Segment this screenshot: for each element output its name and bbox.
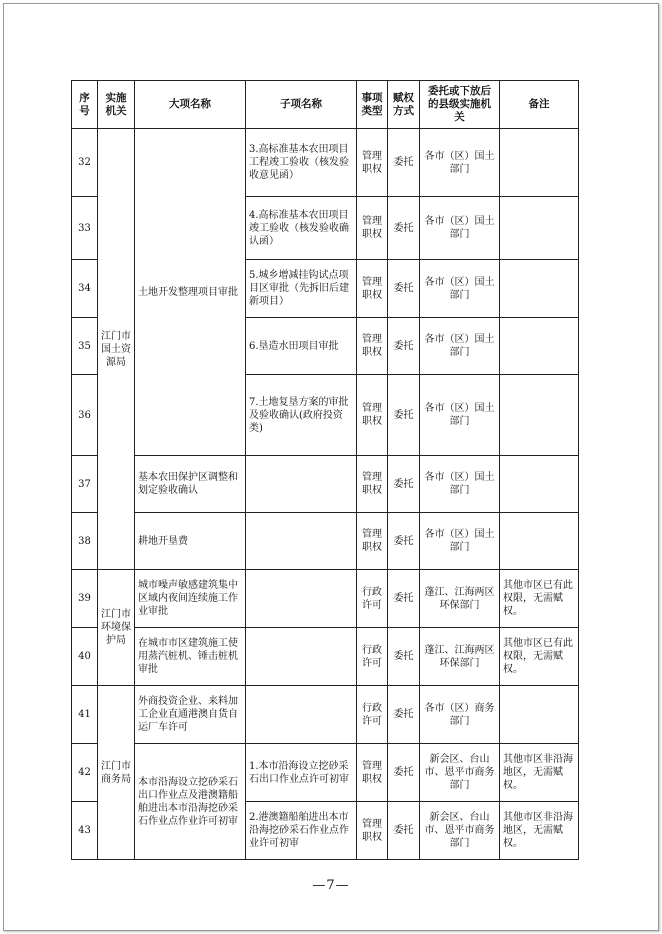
header-item-type: 事项类型 — [357, 81, 388, 129]
remark-cell — [500, 260, 579, 318]
major-item-seawater: 本市沿海设立挖砂采石出口作业点及港澳籍船舶进出本市沿海挖砂采石作业点作业许可初审 — [135, 744, 246, 860]
county-cell: 各市（区）国土部门 — [420, 456, 500, 513]
table-row — [72, 570, 579, 628]
header-remarks: 备注 — [500, 81, 579, 129]
table-row — [72, 129, 579, 197]
table-row — [72, 744, 579, 802]
county-cell: 蓬江、江海两区环保部门 — [420, 570, 500, 628]
sub-item-cell: 1.本市沿海设立挖砂采石出口作业点许可初审 — [246, 744, 357, 802]
table-row — [72, 513, 579, 570]
type-cell: 管理职权 — [357, 197, 388, 260]
header-seq: 序号 — [72, 81, 98, 129]
remark-cell — [500, 129, 579, 197]
major-item-cell: 城市噪声敏感建筑集中区域内夜间连续施工作业审批 — [135, 570, 246, 628]
county-cell: 蓬江、江海两区环保部门 — [420, 628, 500, 686]
type-cell: 行政许可 — [357, 686, 388, 744]
method-cell: 委托 — [388, 570, 420, 628]
remark-cell — [500, 686, 579, 744]
table-row — [72, 686, 579, 744]
type-cell: 管理职权 — [357, 744, 388, 802]
header-row — [72, 81, 579, 129]
table-row — [72, 628, 579, 686]
sub-item-cell: 2.港澳籍船舶进出本市沿海挖砂采石作业点作业许可初审 — [246, 802, 357, 860]
method-cell: 委托 — [388, 260, 420, 318]
remark-cell: 其他市区非沿海地区，无需赋权。 — [500, 802, 579, 860]
agency-cell-commerce: 江门市商务局 — [98, 686, 135, 860]
seq-cell: 38 — [72, 513, 98, 570]
type-cell: 管理职权 — [357, 260, 388, 318]
major-item-cell: 耕地开垦费 — [135, 513, 246, 570]
type-cell: 管理职权 — [357, 802, 388, 860]
remark-cell — [500, 197, 579, 260]
seq-cell: 42 — [72, 744, 98, 802]
remark-cell: 其他市区已有此权限，无需赋权。 — [500, 628, 579, 686]
seq-cell: 39 — [72, 570, 98, 628]
county-cell: 各市（区）国土部门 — [420, 375, 500, 456]
method-cell: 委托 — [388, 744, 420, 802]
seq-cell: 33 — [72, 197, 98, 260]
seq-cell: 40 — [72, 628, 98, 686]
county-cell: 各市（区）商务部门 — [420, 686, 500, 744]
remark-cell — [500, 375, 579, 456]
method-cell: 委托 — [388, 197, 420, 260]
seq-cell: 36 — [72, 375, 98, 456]
sub-item-cell: 6.垦造水田项目审批 — [246, 318, 357, 375]
seq-cell: 34 — [72, 260, 98, 318]
remark-cell: 其他市区已有此权限，无需赋权。 — [500, 570, 579, 628]
delegation-table — [71, 80, 579, 860]
agency-cell-land: 江门市国土资源局 — [98, 129, 135, 570]
method-cell: 委托 — [388, 686, 420, 744]
remark-cell — [500, 456, 579, 513]
major-item-cell: 外商投资企业、来料加工企业直通港澳自货自运厂车许可 — [135, 686, 246, 744]
method-cell: 委托 — [388, 318, 420, 375]
method-cell: 委托 — [388, 513, 420, 570]
seq-cell: 41 — [72, 686, 98, 744]
header-agency: 实施机关 — [98, 81, 135, 129]
remark-cell — [500, 513, 579, 570]
type-cell: 管理职权 — [357, 129, 388, 197]
county-cell: 各市（区）国土部门 — [420, 318, 500, 375]
major-item-cell: 基本农田保护区调整和划定验收确认 — [135, 456, 246, 513]
page-number: —7— — [312, 878, 350, 893]
type-cell: 管理职权 — [357, 513, 388, 570]
sub-item-cell: 7.土地复垦方案的审批及验收确认(政府投资类) — [246, 375, 357, 456]
county-cell: 各市（区）国土部门 — [420, 513, 500, 570]
sub-item-cell: 4.高标准基本农田项目竣工验收（核发验收确认函） — [246, 197, 357, 260]
seq-cell: 35 — [72, 318, 98, 375]
agency-cell-env: 江门市环境保护局 — [98, 570, 135, 686]
header-county-agency: 委托或下放后的县级实施机关 — [420, 81, 500, 129]
method-cell: 委托 — [388, 375, 420, 456]
type-cell: 管理职权 — [357, 456, 388, 513]
county-cell: 新会区、台山市、恩平市商务部门 — [420, 744, 500, 802]
seq-cell: 37 — [72, 456, 98, 513]
remark-cell — [500, 318, 579, 375]
type-cell: 行政许可 — [357, 628, 388, 686]
type-cell: 管理职权 — [357, 318, 388, 375]
sub-item-cell — [246, 513, 357, 570]
county-cell: 各市（区）国土部门 — [420, 197, 500, 260]
major-item-cell: 在城市市区建筑施工使用蒸汽桩机、锤击桩机审批 — [135, 628, 246, 686]
type-cell: 行政许可 — [357, 570, 388, 628]
type-cell: 管理职权 — [357, 375, 388, 456]
sub-item-cell — [246, 456, 357, 513]
sub-item-cell — [246, 686, 357, 744]
county-cell: 新会区、台山市、恩平市商务部门 — [420, 802, 500, 860]
method-cell: 委托 — [388, 129, 420, 197]
seq-cell: 32 — [72, 129, 98, 197]
sub-item-cell: 3.高标准基本农田项目工程竣工验收（核发验收意见函） — [246, 129, 357, 197]
method-cell: 委托 — [388, 456, 420, 513]
method-cell: 委托 — [388, 628, 420, 686]
header-major-item: 大项名称 — [135, 81, 246, 129]
table-row — [72, 456, 579, 513]
sub-item-cell — [246, 628, 357, 686]
header-sub-item: 子项名称 — [246, 81, 357, 129]
header-empower-method: 赋权方式 — [388, 81, 420, 129]
sub-item-cell: 5.城乡增减挂钩试点项目区审批（先拆旧后建新项目） — [246, 260, 357, 318]
seq-cell: 43 — [72, 802, 98, 860]
major-item-land-dev: 土地开发整理项目审批 — [135, 129, 246, 456]
remark-cell: 其他市区非沿海地区，无需赋权。 — [500, 744, 579, 802]
county-cell: 各市（区）国土部门 — [420, 260, 500, 318]
county-cell: 各市（区）国土部门 — [420, 129, 500, 197]
method-cell: 委托 — [388, 802, 420, 860]
sub-item-cell — [246, 570, 357, 628]
